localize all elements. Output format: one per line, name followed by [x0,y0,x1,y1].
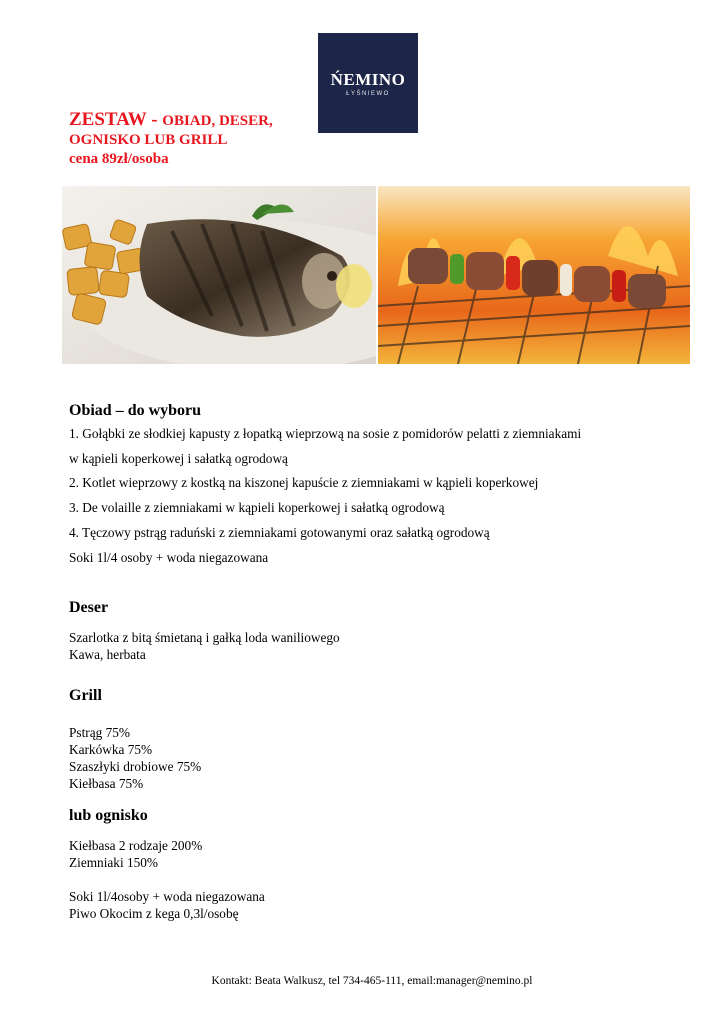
obiad-item: w kąpieli koperkowej i sałatką ogrodową [69,451,288,466]
grill-item: Pstrąg 75% [69,725,130,740]
title-line1: OBIAD, DESER, [162,113,273,129]
title-line2: OGNISKO LUB GRILL [69,132,228,148]
obiad-drinks: Soki 1l/4 osoby + woda niegazowana [69,550,269,565]
grill-item: Kiełbasa 75% [69,776,144,791]
obiad-item: 2. Kotlet wieprzowy z kostką na kiszonej kapuście z ziemniakami w kąpieli koperkowej [69,475,539,490]
grill-item: Szaszłyki drobiowe 75% [69,759,202,774]
contact-footer: Kontakt: Beata Walkusz, tel 734-465-111, email:manager@nemino.pl [211,975,533,987]
deser-item: Szarlotka z bitą śmietaną i gałką loda waniliowego [69,630,340,645]
offer-title [69,110,369,169]
ognisko-drinks: Piwo Okocim z kega 0,3l/osobę [69,906,239,921]
grill-heading: Grill [69,687,102,704]
obiad-item: 3. De volaille z ziemniakami w kąpieli koperkowej i sałatką ogrodową [69,500,445,515]
obiad-heading: Obiad – do wyboru [69,402,202,419]
grilled-fish-photo [62,186,376,364]
logo-place: ŁYŚNIEWO [346,90,390,97]
obiad-item: 1. Gołąbki ze słodkiej kapusty z łopatką wieprzową na sosie z pomidorów pelatti z ziemniakami [69,426,582,441]
grill-item: Karkówka 75% [69,742,153,757]
deser-item: Kawa, herbata [69,647,146,662]
photo-strip [62,186,690,364]
price-line: cena 89zł/osoba [69,151,169,167]
ognisko-heading: lub ognisko [69,807,148,824]
obiad-item: 4. Tęczowy pstrąg raduński z ziemniakami gotowanymi oraz sałatką ogrodową [69,525,490,540]
title-zestaw: ZESTAW - [69,109,163,130]
deser-heading: Deser [69,599,109,616]
logo-name: ŃEMINO [330,69,406,89]
ognisko-item: Ziemniaki 150% [69,855,158,870]
ognisko-drinks: Soki 1l/4osoby + woda niegazowana [69,889,265,904]
ognisko-item: Kiełbasa 2 rodzaje 200% [69,838,203,853]
grill-skewers-photo [378,186,690,364]
